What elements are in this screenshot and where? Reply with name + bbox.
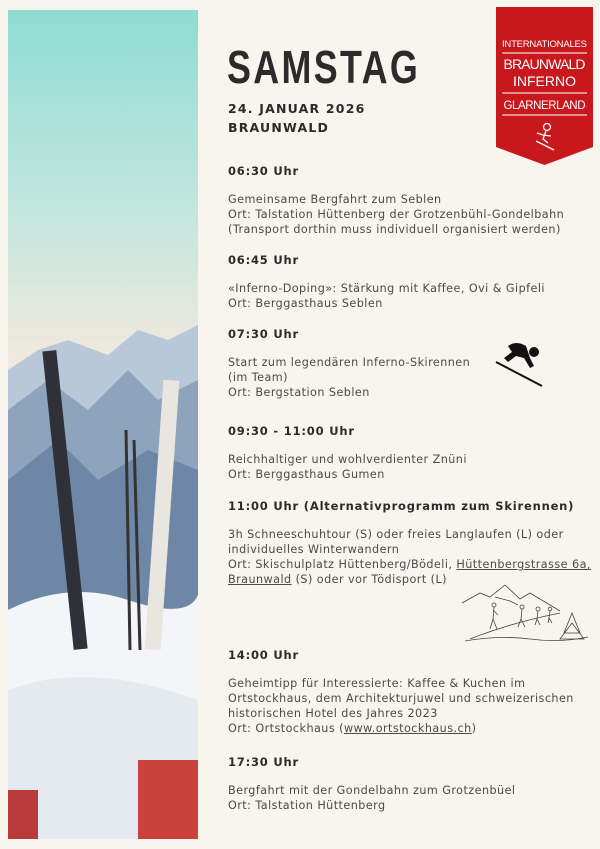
schedule-location: Ort: Bergstation Seblen [228,386,370,399]
schedule-text: Reichhaltiger und wohlverdienter Znüni [228,453,467,466]
schedule-time: 17:30 Uhr [228,755,300,769]
schedule-item [228,424,598,482]
ski-mountain-photo [8,10,198,839]
schedule-item [228,164,598,237]
schedule-item [228,648,598,736]
schedule-location: Ort: Berggasthaus Seblen [228,297,383,310]
schedule-item [228,253,598,311]
svg-text:GLARNERLAND: GLARNERLAND [503,100,586,112]
address-link[interactable]: Hüttenbergstrasse 6a, [456,558,591,571]
schedule-time: 06:30 Uhr [228,164,300,178]
schedule-item [228,755,598,813]
schedule-text: individuelles Winterwandern [228,543,400,556]
schedule-location: ) [471,722,477,735]
svg-text:INFERNO: INFERNO [513,73,576,89]
schedule-time: 14:00 Uhr [228,648,300,662]
schedule-text: Start zum legendären Inferno-Skirennen [228,356,471,369]
schedule-text: Gemeinsame Bergfahrt zum Seblen [228,193,442,206]
schedule-location: Ort: Skischulplatz Hüttenberg/Bödeli, [228,558,457,571]
schedule-location: (S) oder vor Tödisport (L) [291,573,447,586]
schedule-text: historischen Hotel des Jahres 2023 [228,707,438,720]
schedule-time: 11:00 Uhr (Alternativprogramm zum Skirennen) [228,499,575,513]
schedule-note: (Transport dorthin muss individuell organisiert werden) [228,223,561,236]
schedule-location: Ort: Ortstockhaus ( [228,722,344,735]
braunwald-link[interactable]: Braunwald [228,573,292,586]
svg-text:INTERNATIONALES: INTERNATIONALES [502,39,587,50]
svg-text:BRAUNWALD: BRAUNWALD [503,56,586,72]
schedule-time: 07:30 Uhr [228,327,300,341]
schedule-time: 06:45 Uhr [228,253,300,267]
schedule-text: «Inferno-Doping»: Stärkung mit Kaffee, Ovi & Gipfeli [228,282,545,295]
schedule-item [228,499,598,587]
page-title: SAMSTAG [227,41,421,93]
event-location: BRAUNWALD [228,120,330,135]
schedule-text: Geheimtipp für Interessierte: Kaffee & Kuchen im [228,677,526,690]
schedule-text: 3h Schneeschuhtour (S) oder freies Langlaufen (L) oder [228,528,564,541]
ortstockhaus-link[interactable]: www.ortstockhaus.ch [343,722,472,735]
schedule-location: Ort: Talstation Hüttenberg der Grotzenbühl-Gondelbahn [228,208,565,221]
schedule-text: Ortstockhaus, dem Architekturjuwel und schweizerischen [228,692,574,705]
schedule-location: Ort: Berggasthaus Gumen [228,468,385,481]
schedule-time: 09:30 - 11:00 Uhr [228,424,355,438]
event-date: 24. JANUAR 2026 [228,101,366,116]
inferno-logo [496,7,593,165]
downhill-skier-icon [494,338,546,390]
schedule-text: Bergfahrt mit der Gondelbahn zum Grotzenbüel [228,784,516,797]
snowshoe-hikers-illustration [460,583,590,645]
schedule-location: Ort: Talstation Hüttenberg [228,799,386,812]
schedule-text: (im Team) [228,371,288,384]
